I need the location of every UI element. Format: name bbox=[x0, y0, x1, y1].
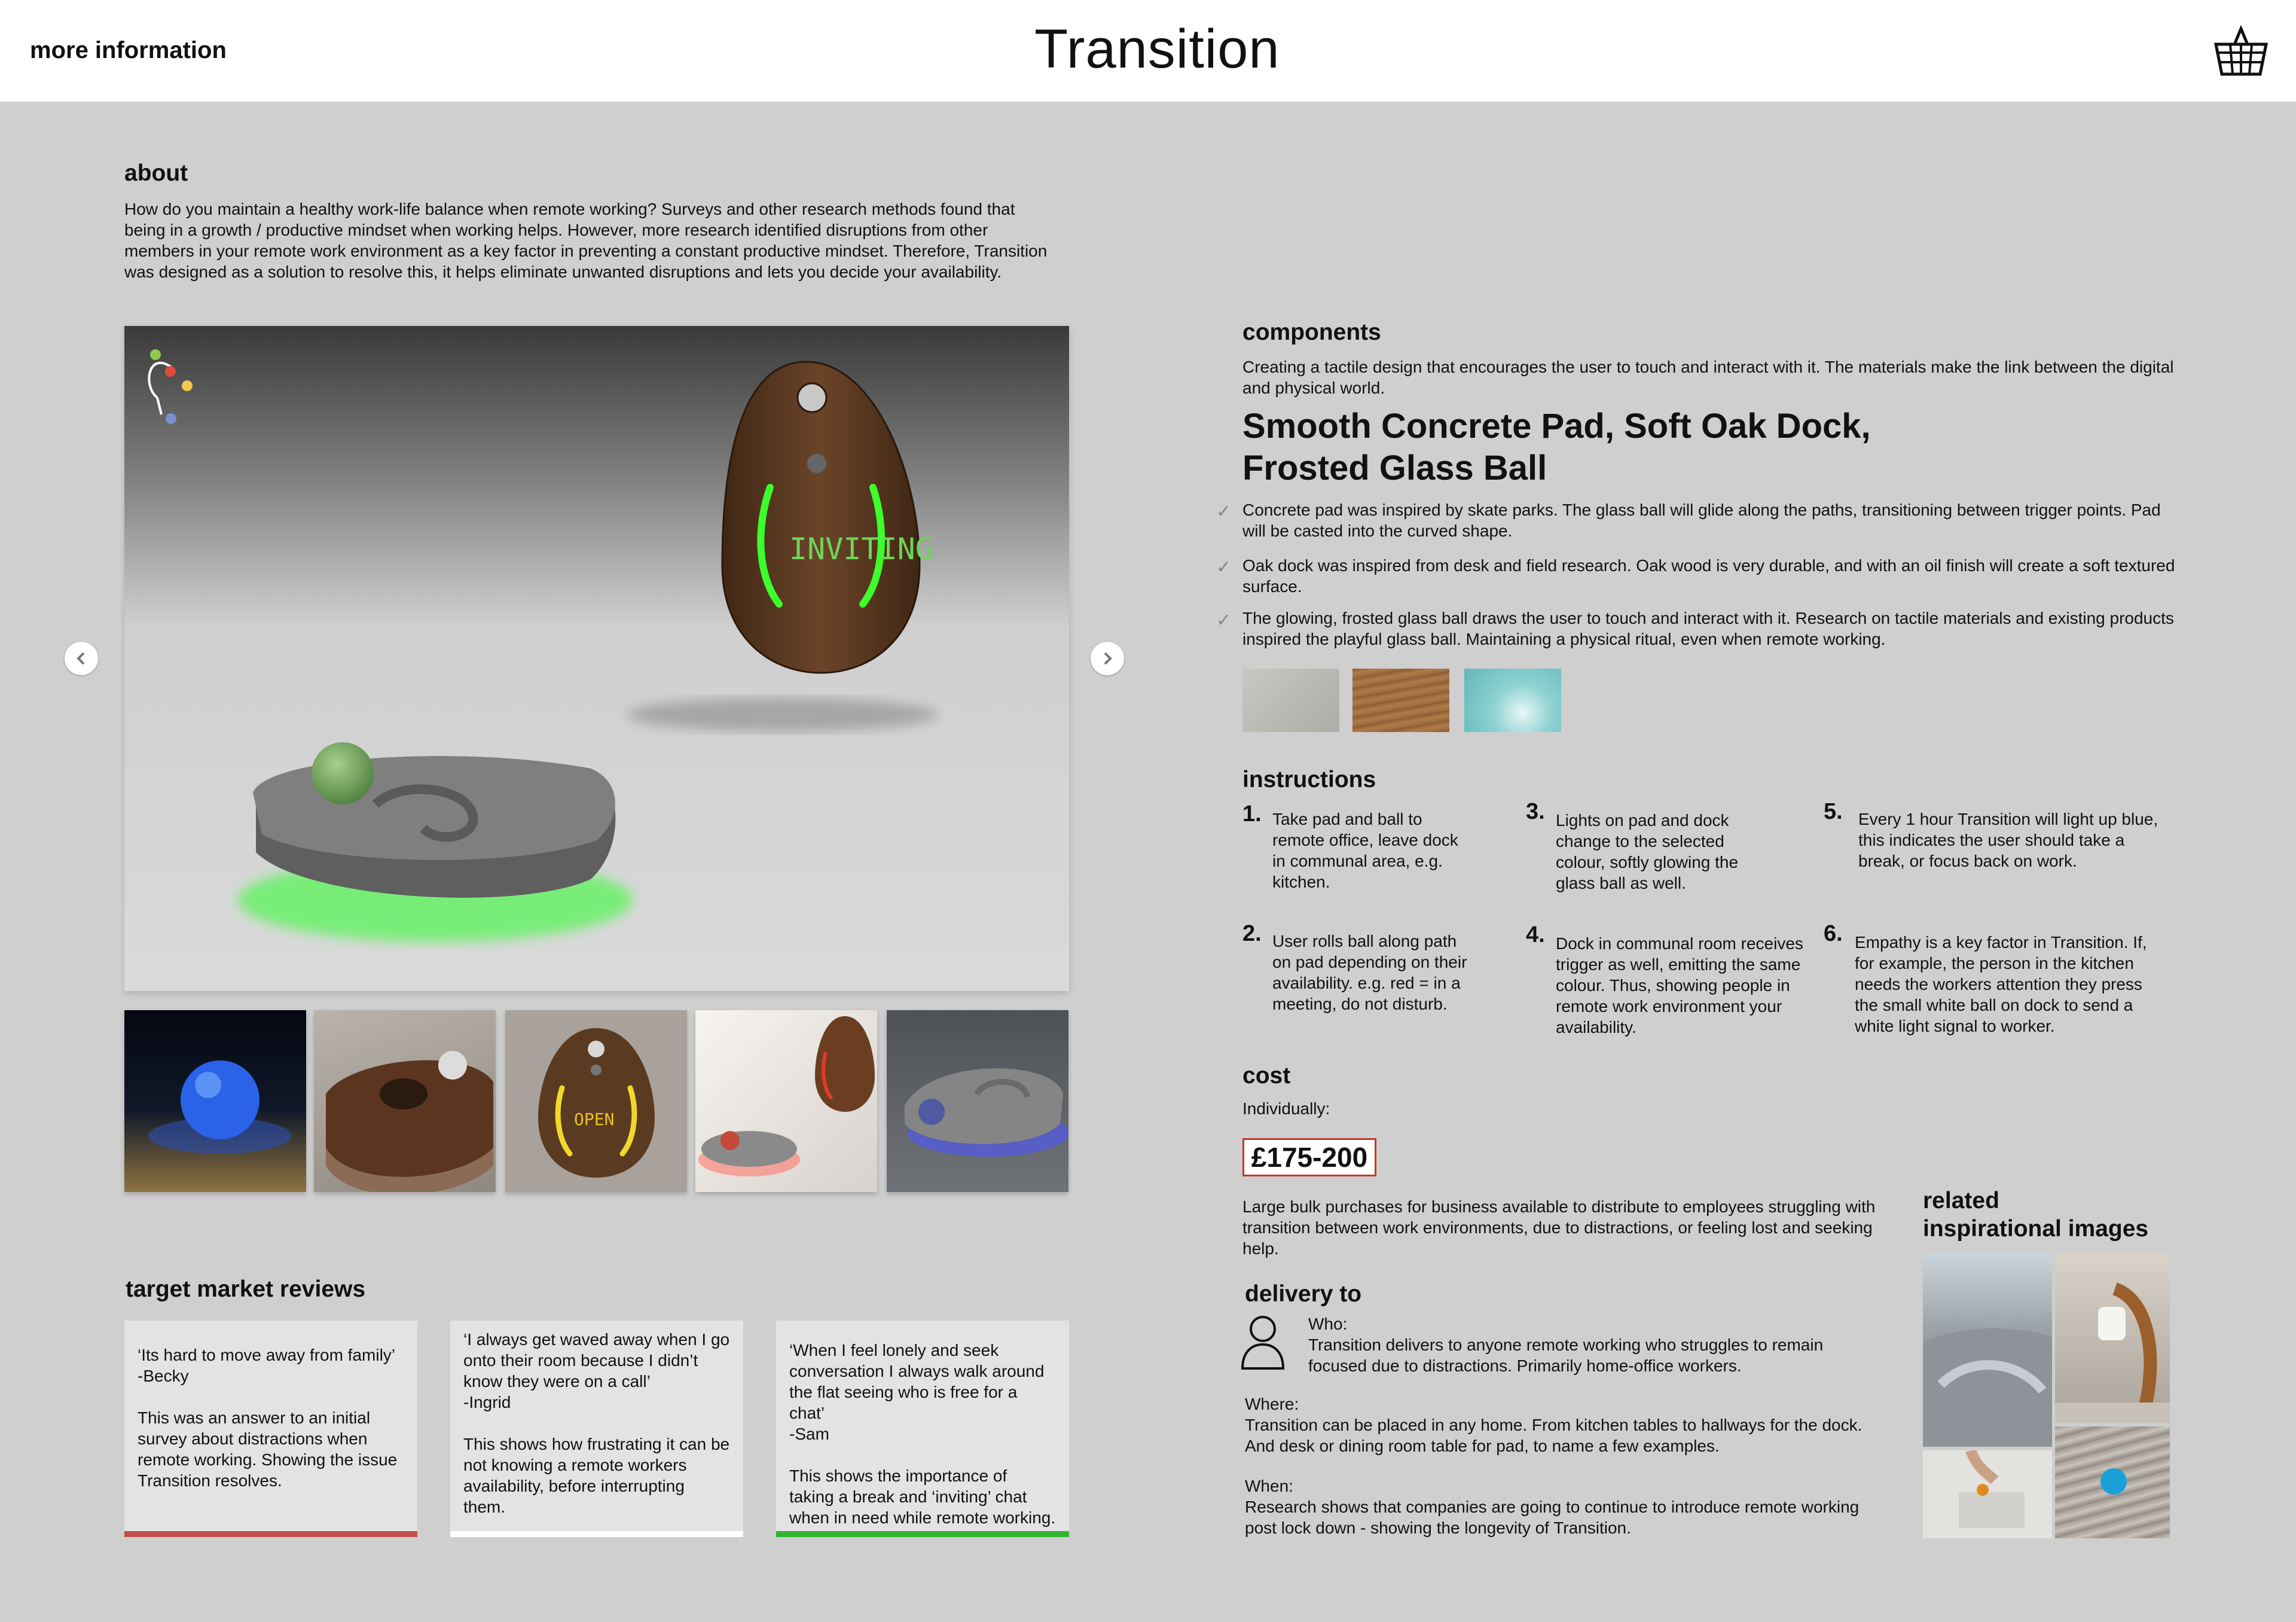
concrete-pad-render bbox=[253, 742, 615, 898]
about-heading: about bbox=[124, 160, 188, 186]
swatch-frosted-glass bbox=[1464, 669, 1561, 732]
component-point-glass: The glowing, frosted glass ball draws the user to touch and interact with it. Research on tactile materials and existing products inspired the playful glass ball. Maintaining a physical ritual, even when remote working. bbox=[1242, 609, 2174, 648]
step-text: Empathy is a key factor in Transition. If, for example, the person in the kitchen needs the workers attention they press the small white ball on dock to send a white light signal to worker. bbox=[1855, 933, 2147, 1035]
inspiration-hand-button[interactable] bbox=[1923, 1450, 2052, 1538]
prev-arrow-button[interactable] bbox=[65, 642, 98, 675]
cost-heading: cost bbox=[1242, 1063, 1291, 1089]
review-card-becky bbox=[124, 1321, 417, 1537]
review-card-ingrid bbox=[450, 1321, 743, 1537]
review-author: -Ingrid bbox=[463, 1393, 511, 1411]
related-heading bbox=[1923, 1187, 2148, 1243]
step-text: Take pad and ball to remote office, leave dock in communal area, e.g. kitchen. bbox=[1272, 810, 1458, 891]
reviews-heading: target market reviews bbox=[126, 1276, 366, 1302]
delivery-where-label: Where: bbox=[1245, 1395, 1299, 1413]
component-point-oak: Oak dock was inspired from desk and field research. Oak wood is very durable, and with an oil finish will create a soft textured surface. bbox=[1242, 556, 2175, 596]
step-number: 5. bbox=[1824, 799, 1843, 824]
inspiration-oak-lamp[interactable] bbox=[2055, 1253, 2170, 1423]
step-text: Dock in communal room receives trigger as well, emitting the same colour. Thus, showing people in remote work environment your availability. bbox=[1556, 934, 1803, 1036]
logo[interactable]: Transition bbox=[1034, 19, 1280, 80]
cost-bulk: Large bulk purchases for business available to distribute to employees struggling with transition between work environments, due to distractions, or feeling lost and seeking help. bbox=[1242, 1197, 1876, 1258]
related-heading-line1: related bbox=[1923, 1188, 1999, 1214]
about-text: How do you maintain a healthy work-life balance when remote working? Surveys and other research methods found that being in a growth / productive mindset when working helps. However, more research identified disruptions from other members in your remote work environment as a key factor in preventing a constant productive mindset. Therefore, Transition was designed as a solution to resolve this, it helps eliminate unwanted disruptions and lets you decide your availability. bbox=[124, 200, 1048, 281]
step-number: 6. bbox=[1824, 921, 1843, 946]
inspiration-image bbox=[1923, 1253, 2052, 1447]
hero-image bbox=[124, 326, 1069, 991]
instructions-heading: instructions bbox=[1242, 767, 1376, 792]
component-point-concrete: Concrete pad was inspired by skate parks. The glass ball will glide along the paths, transitioning between trigger points. Pad will be casted into the curved shape. bbox=[1242, 501, 2161, 540]
thumbnail-dock-open[interactable] bbox=[505, 1010, 687, 1192]
delivery-who-label: Who: bbox=[1308, 1315, 1348, 1333]
components-title-line1: Smooth Concrete Pad, Soft Oak Dock, bbox=[1242, 407, 1871, 446]
next-arrow-button[interactable] bbox=[1091, 642, 1124, 675]
price-tag: £175-200 bbox=[1242, 1138, 1376, 1176]
components-title-line2: Frosted Glass Ball bbox=[1242, 449, 1547, 487]
swatch-concrete bbox=[1242, 669, 1339, 732]
dock-label: INVITING bbox=[789, 532, 933, 566]
step-number: 3. bbox=[1526, 799, 1545, 824]
check-icon: ✓ bbox=[1216, 611, 1232, 630]
swatch-oak bbox=[1352, 669, 1449, 732]
basket-icon[interactable] bbox=[2212, 24, 2270, 78]
chevron-right-icon bbox=[1099, 650, 1116, 667]
components-title bbox=[1242, 406, 1871, 489]
inspiration-image bbox=[2055, 1253, 2170, 1423]
review-note: This shows the importance of taking a break and ‘inviting’ chat when in need while remote working. bbox=[789, 1466, 1056, 1527]
thumbnail-oak-dock-ball[interactable] bbox=[314, 1010, 496, 1192]
review-color-bar bbox=[124, 1531, 417, 1537]
step-number: 4. bbox=[1526, 922, 1545, 947]
thumbnail-concrete-pad-blue[interactable] bbox=[887, 1010, 1068, 1192]
inspiration-wood-ball[interactable] bbox=[2055, 1426, 2170, 1538]
review-note: This was an answer to an initial survey about distractions when remote working. Showing the issue Transition resolves. bbox=[138, 1408, 398, 1490]
review-quote: ‘I always get waved away when I go onto their room because I didn’t know they were on a call’ bbox=[463, 1330, 730, 1391]
delivery-where-text: Transition can be placed in any home. From kitchen tables to hallways for the dock. And desk or dining room table for pad, to name a few examples. bbox=[1245, 1416, 1863, 1455]
review-color-bar bbox=[450, 1531, 743, 1537]
step-text: Every 1 hour Transition will light up blue, this indicates the user should take a break, or focus back on work. bbox=[1858, 810, 2158, 870]
step-number: 1. bbox=[1242, 801, 1262, 827]
chevron-left-icon bbox=[73, 650, 90, 667]
review-note: This shows how frustrating it can be not knowing a remote workers availability, before interrupting them. bbox=[463, 1435, 730, 1516]
step-number: 2. bbox=[1242, 921, 1262, 946]
inspiration-image bbox=[2055, 1426, 2170, 1538]
thumbnail-image bbox=[887, 1010, 1068, 1192]
thumbnail-image bbox=[695, 1010, 877, 1192]
review-color-bar bbox=[776, 1531, 1069, 1537]
delivery-when-text: Research shows that companies are going to continue to introduce remote working post lock down - showing the longevity of Transition. bbox=[1245, 1498, 1860, 1537]
transition-mark-icon bbox=[149, 349, 193, 424]
step-text: User rolls ball along path on pad depending on their availability. e.g. red = in a meeting, do not disturb. bbox=[1272, 932, 1467, 1013]
person-icon bbox=[1240, 1315, 1286, 1370]
thumb-label: OPEN bbox=[574, 1109, 615, 1129]
check-icon: ✓ bbox=[1216, 557, 1232, 577]
thumbnail-image bbox=[505, 1010, 687, 1192]
review-quote: ‘When I feel lonely and seek conversation I always walk around the flat seeing who is free for a chat’ bbox=[789, 1341, 1045, 1422]
cost-individually: Individually: bbox=[1242, 1099, 1330, 1118]
thumbnail-blue-ball[interactable] bbox=[124, 1010, 306, 1192]
delivery-heading: delivery to bbox=[1245, 1281, 1362, 1307]
thumbnail-image bbox=[124, 1010, 306, 1192]
delivery-who-text: Transition delivers to anyone remote working who struggles to remain focused due to distractions. Primarily home-office workers. bbox=[1308, 1336, 1824, 1375]
more-information-link[interactable]: more information bbox=[30, 37, 227, 63]
components-intro: Creating a tactile design that encourages the user to touch and interact with it. The materials make the link between the digital and physical world. bbox=[1242, 358, 2174, 397]
inspiration-skatepark[interactable] bbox=[1923, 1253, 2052, 1447]
thumbnail-pad-and-dock[interactable] bbox=[695, 1010, 877, 1192]
review-author: -Becky bbox=[138, 1367, 189, 1385]
check-icon: ✓ bbox=[1216, 502, 1232, 522]
step-text: Lights on pad and dock change to the selected colour, softly glowing the glass ball as well. bbox=[1556, 811, 1739, 892]
review-card-sam bbox=[776, 1321, 1069, 1537]
inspiration-image bbox=[1923, 1450, 2052, 1538]
thumbnail-image bbox=[314, 1010, 496, 1192]
review-author: -Sam bbox=[789, 1425, 829, 1443]
review-quote: ‘Its hard to move away from family’ bbox=[138, 1346, 396, 1364]
components-heading: components bbox=[1242, 319, 1381, 345]
hero-render bbox=[124, 326, 1069, 991]
related-heading-line2: inspirational images bbox=[1923, 1216, 2149, 1242]
delivery-when-label: When: bbox=[1245, 1477, 1293, 1495]
oak-dock-render bbox=[722, 362, 933, 673]
